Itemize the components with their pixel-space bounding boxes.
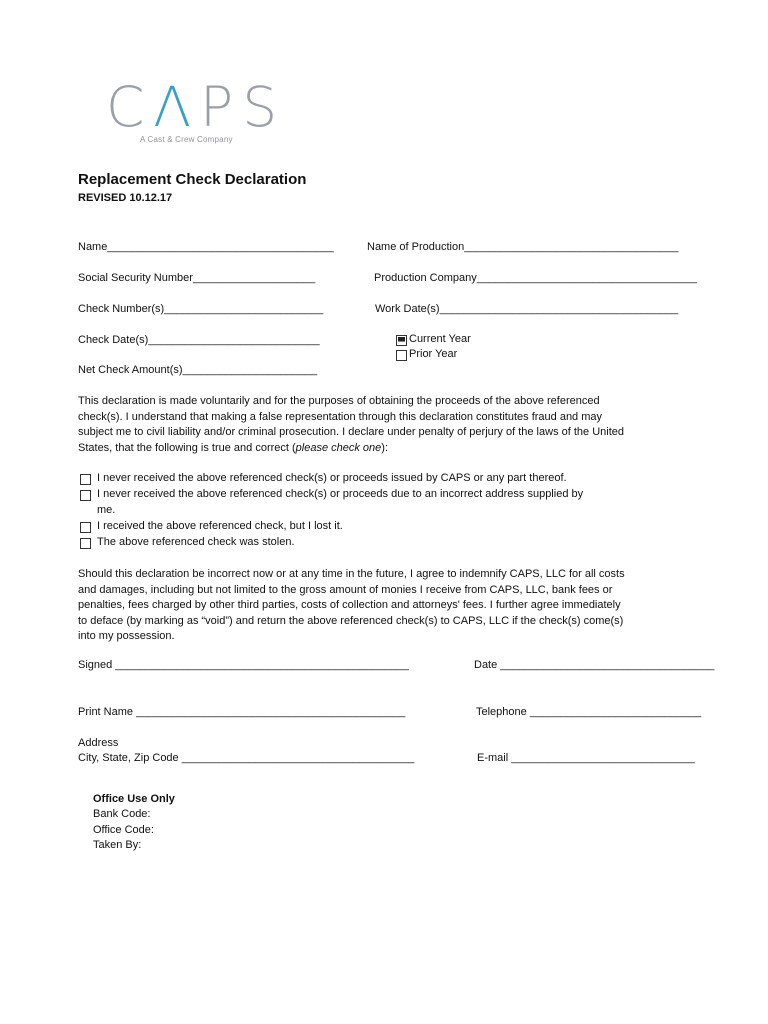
revision-date: REVISED 10.12.17 <box>78 192 173 204</box>
work-dates-field[interactable]: Work Date(s)_______________________________________ <box>375 303 679 315</box>
prior-year-label: Prior Year <box>409 348 458 360</box>
current-year-label: Current Year <box>409 333 471 345</box>
reason-label-stolen: The above referenced check was stolen. <box>97 536 295 548</box>
telephone-field[interactable]: Telephone ____________________________ <box>476 706 702 718</box>
city-state-zip-field[interactable]: City, State, Zip Code ______________________________________ <box>78 752 415 764</box>
office-use-title: Office Use Only <box>93 793 175 805</box>
name-of-production-field[interactable]: Name of Production___________________________________ <box>367 241 679 253</box>
production-company-field[interactable]: Production Company____________________________________ <box>374 272 697 284</box>
reason-label-incorrect-address-cont: me. <box>97 504 116 516</box>
declaration-paragraph: This declaration is made voluntarily and for the purposes of obtaining the proceeds of the above referenced check(s). I understand that making a false representation through this declaration constitutes fraud and may subject me to civil liability and/or criminal prosecution. I declare under penalty of perjury of the laws of the United States, that the following is true and correct (please check one): <box>78 395 624 454</box>
print-name-field[interactable]: Print Name ____________________________________________ <box>78 706 406 718</box>
address-label: Address <box>78 737 119 749</box>
net-check-amount-field[interactable]: Net Check Amount(s)______________________ <box>78 364 318 376</box>
office-code-label: Office Code: <box>93 824 154 836</box>
taken-by-label: Taken By: <box>93 839 142 851</box>
signed-field[interactable]: Signed ________________________________________________ <box>78 659 409 671</box>
bank-code-label: Bank Code: <box>93 808 151 820</box>
reason-checkbox-never-received[interactable] <box>80 474 91 485</box>
reason-label-never-received: I never received the above referenced check(s) or proceeds issued by CAPS or any part thereof. <box>97 472 567 484</box>
check-numbers-field[interactable]: Check Number(s)__________________________ <box>78 303 324 315</box>
current-year-checkbox[interactable] <box>396 335 407 346</box>
date-field[interactable]: Date ___________________________________ <box>474 659 715 671</box>
indemnify-paragraph: Should this declaration be incorrect now or at any time in the future, I agree to indemnify CAPS, LLC for all costs and damages, including but not limited to the gross amount of monies I receive from CAPS, LLC, bank fees or penalties, fees charged by other third parties, costs of collection and attorneys' fees. I further agree immediately to deface (by marking as “void”) and return the above referenced check(s) to CAPS, LLC if the check(s) come(s) into my possession. <box>78 568 625 642</box>
logo-tagline: A Cast & Crew Company <box>140 135 233 144</box>
check-dates-field[interactable]: Check Date(s)____________________________ <box>78 334 320 346</box>
name-field[interactable]: Name_____________________________________ <box>78 241 334 253</box>
reason-label-lost: I received the above referenced check, but I lost it. <box>97 520 343 532</box>
email-field[interactable]: E-mail ______________________________ <box>477 752 695 764</box>
logo-wordmark: CΛPS <box>106 75 287 139</box>
reason-label-incorrect-address: I never received the above referenced check(s) or proceeds due to an incorrect address supplied by <box>97 488 584 500</box>
prior-year-checkbox[interactable] <box>396 350 407 361</box>
ssn-field[interactable]: Social Security Number____________________ <box>78 272 316 284</box>
caps-logo <box>106 75 287 146</box>
reason-checkbox-lost[interactable] <box>80 522 91 533</box>
reason-checkbox-incorrect-address[interactable] <box>80 490 91 501</box>
reason-checkbox-stolen[interactable] <box>80 538 91 549</box>
document-title: Replacement Check Declaration <box>78 171 307 188</box>
